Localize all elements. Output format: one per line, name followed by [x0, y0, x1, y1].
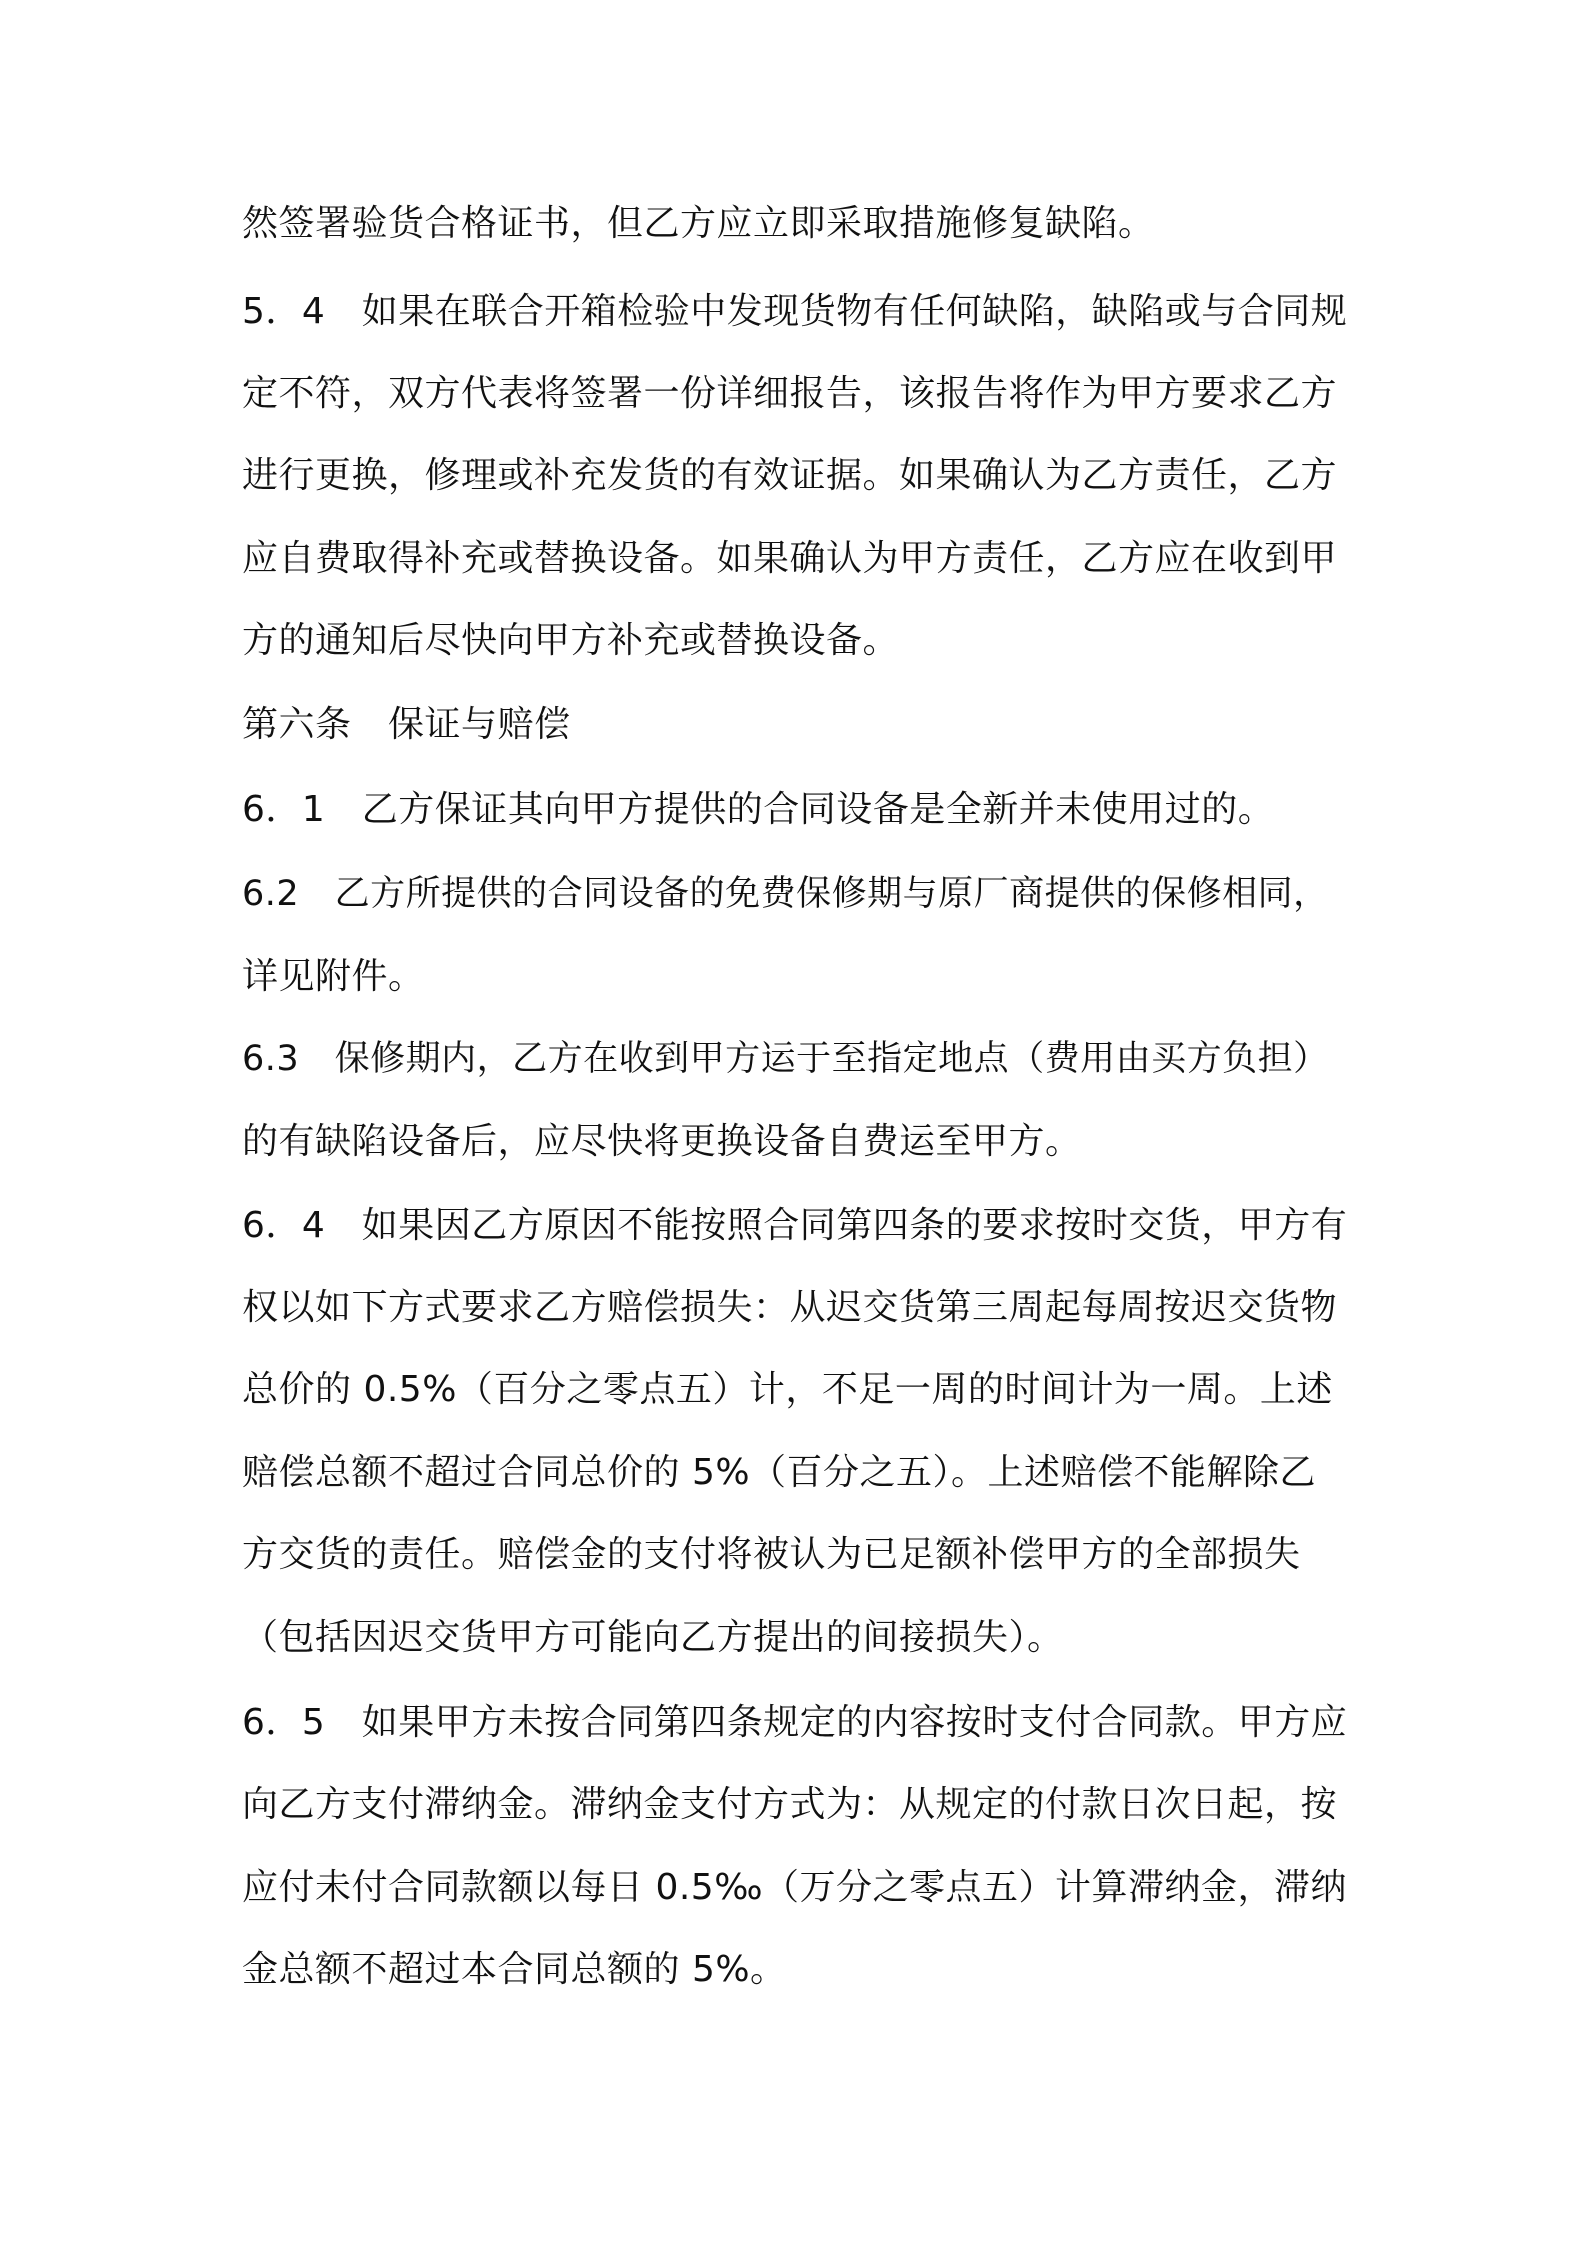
- clause-5-4-line: 5．4 如果在联合开箱检验中发现货物有任何缺陷，缺陷或与合同规: [242, 291, 1348, 332]
- text-line: 应自费取得补充或替换设备。如果确认为甲方责任，乙方应在收到甲: [242, 538, 1338, 579]
- text-line: 方的通知后尽快向甲方补充或替换设备。: [242, 620, 900, 661]
- text-line: （包括因迟交货甲方可能向乙方提出的间接损失）。: [242, 1617, 1064, 1658]
- article-6-heading: 第六条 保证与赔偿: [242, 704, 571, 745]
- text-line: 的有缺陷设备后，应尽快将更换设备自费运至甲方。: [242, 1121, 1082, 1162]
- text-line: 向乙方支付滞纳金。滞纳金支付方式为：从规定的付款日次日起，按: [242, 1784, 1338, 1825]
- text-line: 赔偿总额不超过合同总价的 5%（百分之五）。上述赔偿不能解除乙: [242, 1452, 1317, 1493]
- text-line: 总价的 0.5%（百分之零点五）计，不足一周的时间计为一周。上述: [242, 1369, 1333, 1410]
- text-line: 应付未付合同款额以每日 0.5‰（万分之零点五）计算滞纳金，滞纳: [242, 1867, 1348, 1908]
- clause-6-5-line: 6．5 如果甲方未按合同第四条规定的内容按时支付合同款。甲方应: [242, 1702, 1348, 1743]
- text-line: 金总额不超过本合同总额的 5%。: [242, 1949, 787, 1990]
- text-line: 详见附件。: [242, 956, 425, 997]
- text-line: 然签署验货合格证书，但乙方应立即采取措施修复缺陷。: [242, 203, 1155, 244]
- clause-6-3-line: 6.3 保修期内，乙方在收到甲方运于至指定地点（费用由买方负担）: [242, 1039, 1329, 1079]
- text-line: 权以如下方式要求乙方赔偿损失：从迟交货第三周起每周按迟交货物: [242, 1287, 1338, 1328]
- text-line: 进行更换，修理或补充发货的有效证据。如果确认为乙方责任，乙方: [242, 455, 1338, 496]
- text-line: 方交货的责任。赔偿金的支付将被认为已足额补偿甲方的全部损失: [242, 1534, 1301, 1575]
- text-line: 定不符，双方代表将签署一份详细报告，该报告将作为甲方要求乙方: [242, 373, 1338, 414]
- clause-6-4-line: 6．4 如果因乙方原因不能按照合同第四条的要求按时交货，甲方有: [242, 1205, 1348, 1246]
- clause-6-1-line: 6．1 乙方保证其向甲方提供的合同设备是全新并未使用过的。: [242, 789, 1275, 830]
- clause-6-2-line: 6.2 乙方所提供的合同设备的免费保修期与原厂商提供的保修相同，: [242, 874, 1329, 914]
